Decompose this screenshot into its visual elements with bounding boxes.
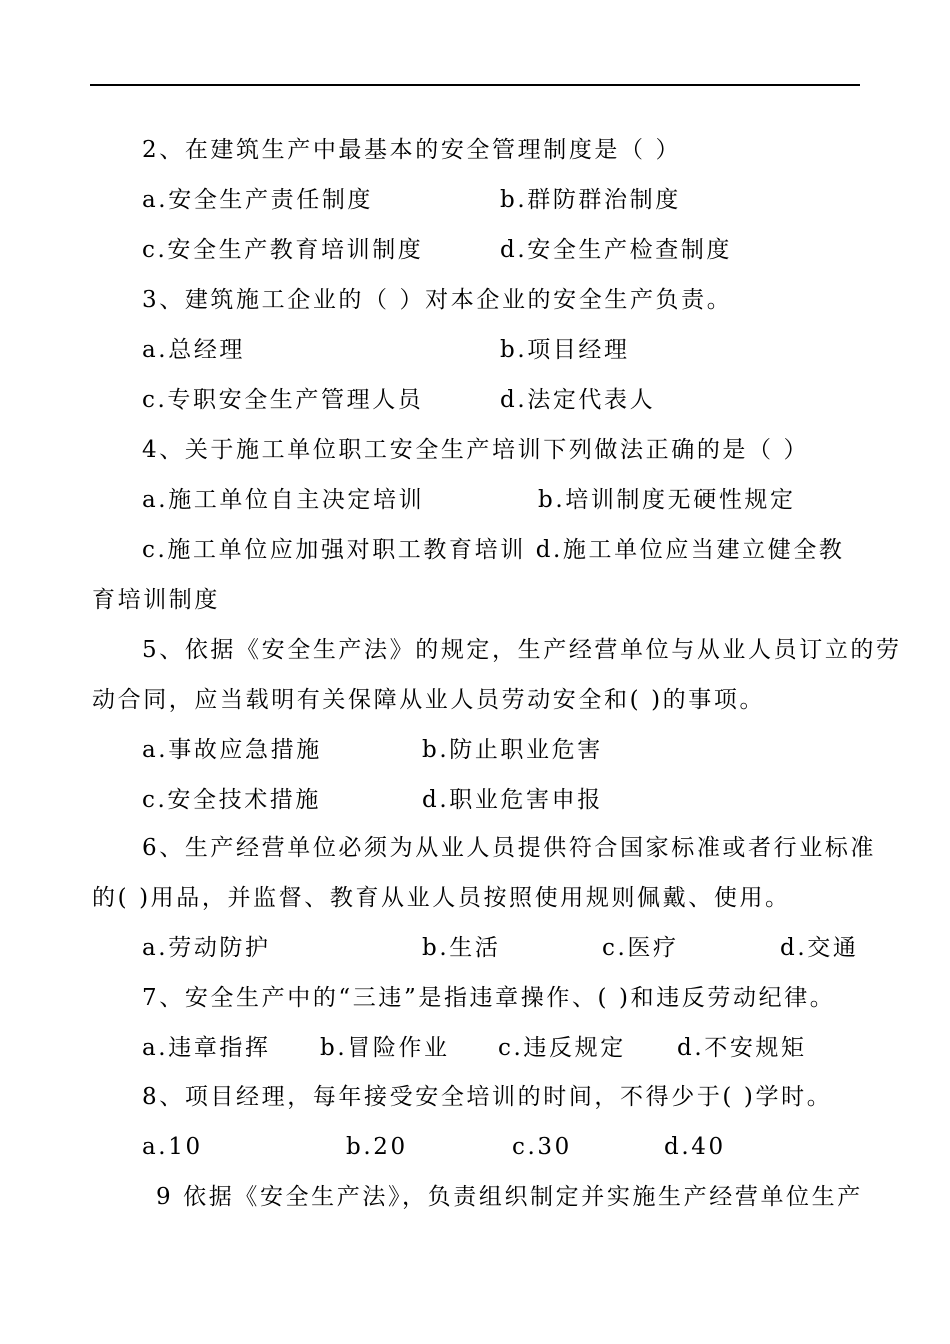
question-2-stem: 2、在建筑生产中最基本的安全管理制度是（ ） [142, 137, 682, 163]
question-7-option-a: a.违章指挥 [142, 1035, 271, 1061]
question-5-stem-line2: 动合同，应当载明有关保障从业人员劳动安全和( )的事项。 [92, 687, 766, 713]
question-7-stem: 7、安全生产中的“三违”是指违章操作、( )和违反劳动纪律。 [142, 985, 836, 1011]
question-6-stem-line1: 6、生产经营单位必须为从业人员提供符合国家标准或者行业标准 [142, 835, 877, 861]
question-7-option-b: b.冒险作业 [320, 1035, 450, 1061]
question-5-option-a: a.事故应急措施 [142, 737, 322, 763]
question-6-option-c: c.医疗 [602, 935, 679, 961]
question-8-option-c: c.30 [512, 1134, 572, 1160]
question-8-option-d: d.40 [664, 1134, 726, 1160]
question-2-option-d: d.安全生产检查制度 [500, 237, 733, 263]
question-3-option-c: c.专职安全生产管理人员 [142, 387, 424, 413]
question-2-option-a: a.安全生产责任制度 [142, 187, 374, 213]
question-6-option-a: a.劳动防护 [142, 935, 271, 961]
question-3-option-a: a.总经理 [142, 337, 246, 363]
header-rule [90, 84, 860, 86]
question-5-option-d: d.职业危害申报 [422, 787, 603, 813]
question-4-option-a: a.施工单位自主决定培训 [142, 487, 425, 513]
question-6-option-d: d.交通 [780, 935, 859, 961]
question-4-options-continuation: 育培训制度 [92, 587, 220, 613]
question-5-option-b: b.防止职业危害 [422, 737, 603, 763]
question-6-stem-line2: 的( )用品，并监督、教育从业人员按照使用规则佩戴、使用。 [92, 885, 791, 911]
question-7-option-d: d.不安规矩 [677, 1035, 807, 1061]
question-3-option-b: b.项目经理 [500, 337, 630, 363]
question-6-option-b: b.生活 [422, 935, 501, 961]
question-3-stem: 3、建筑施工企业的（ ）对本企业的安全生产负责。 [142, 287, 733, 313]
question-3-option-d: d.法定代表人 [500, 387, 656, 413]
question-2-option-b: b.群防群治制度 [500, 187, 681, 213]
question-2-option-c: c.安全生产教育培训制度 [142, 237, 424, 263]
question-9-stem: 9 依据《安全生产法》，负责组织制定并实施生产经营单位生产 [156, 1184, 863, 1210]
question-4-stem: 4、关于施工单位职工安全生产培训下列做法正确的是（ ） [142, 437, 810, 463]
question-8-option-b: b.20 [346, 1134, 408, 1160]
question-7-option-c: c.违反规定 [498, 1035, 626, 1061]
question-8-option-a: a.10 [142, 1134, 203, 1160]
question-4-option-b: b.培训制度无硬性规定 [538, 487, 796, 513]
question-4-options-row2: c.施工单位应加强对职工教育培训 d.施工单位应当建立健全教 [142, 537, 845, 563]
question-5-option-c: c.安全技术措施 [142, 787, 321, 813]
question-8-stem: 8、项目经理，每年接受安全培训的时间，不得少于( )学时。 [142, 1084, 833, 1110]
question-5-stem-line1: 5、依据《安全生产法》的规定，生产经营单位与从业人员订立的劳 [142, 637, 902, 663]
